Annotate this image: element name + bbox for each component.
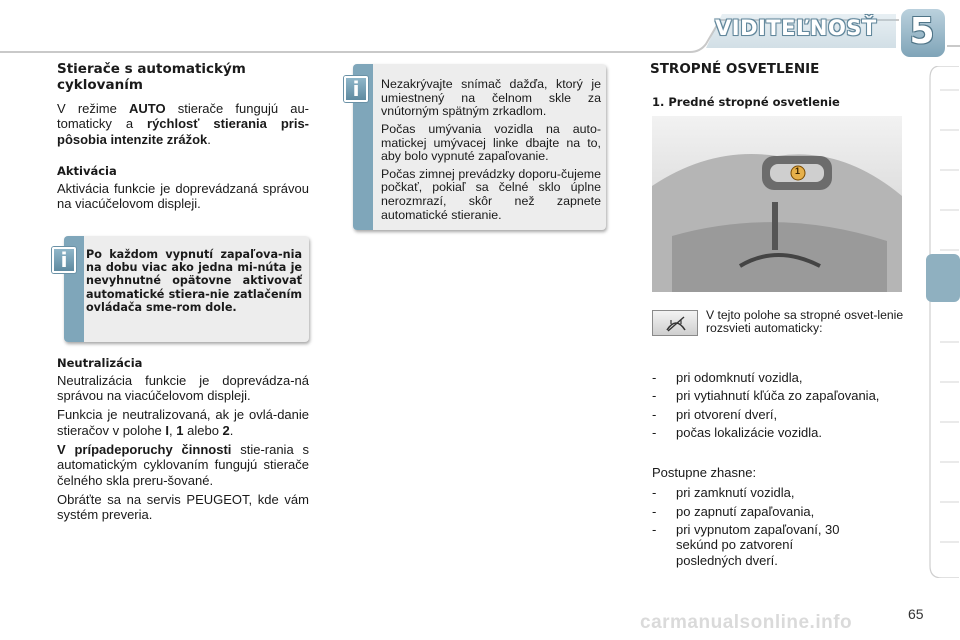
section-title-ceiling-light: STROPNÉ OSVETLENIE: [650, 61, 820, 77]
chapter-tabs: [926, 66, 960, 578]
list-item: - počas lokalizácie vozidla.: [652, 424, 822, 440]
service-text: Obráťte sa na servis PEUGEOT, kde vám systém preveria.: [57, 491, 309, 523]
chapter-title: VIDITEĽNOSŤ: [715, 16, 877, 40]
ceiling-light-photo: [652, 116, 902, 292]
info-icon: i: [52, 247, 76, 273]
rain-sensor-text-2: Počas umývania vozidla na auto-matickej umývacej linke dbajte na to, aby bolo vypnuté zapaľovanie.: [381, 121, 601, 164]
activation-text: Aktivácia funkcie je doprevádzaná správou na viacúčelovom displeji.: [57, 180, 309, 211]
switch-description: V tejto polohe sa stropné osvet-lenie rozsvieti automaticky:: [706, 308, 904, 336]
list-item: - po zapnutí zapaľovania,: [652, 503, 815, 519]
ceiling-light-illustration: [652, 116, 902, 292]
subsection-front-light: 1. Predné stropné osvetlenie: [652, 95, 840, 109]
off-list-title: Postupne zhasne:: [652, 465, 757, 480]
left-column-lower: [57, 357, 309, 527]
info-box-rain-sensor: [353, 64, 606, 230]
list-item: - pri vypnutom zapaľovaní, 30 sekúnd po zatvorení posledných dverí.: [652, 521, 840, 568]
info-reactivation-text: Po každom vypnutí zapaľova-nia na dobu viac ako jedna mi-núta je nevyhnutné opätovne aktivovať automatické stiera-nie zatlačením ovládača sme-rom dole.: [86, 248, 302, 314]
activation-heading: Aktivácia: [57, 164, 117, 179]
rain-sensor-text-3: Počas zimnej prevádzky doporu-čujeme počkať, pokiaľ sa čelné sklo úplne nerozmrazí, skôr než zapnete automatické stieranie.: [381, 166, 601, 222]
watermark: carmanualsonline.info: [640, 612, 853, 633]
section-title-wipers: Stierače s automatickým cyklovaním: [57, 61, 246, 93]
info-box-reactivation: [64, 236, 309, 342]
page-header: [0, 0, 960, 60]
light-on-list: [652, 370, 907, 443]
list-item: - pri otvorení dverí,: [652, 406, 778, 422]
ceiling-switch-icon: [652, 310, 698, 336]
neutralization-heading: Neutralizácia: [57, 356, 143, 370]
neutralization-text-2: Funkcia je neutralizovaná, ak je ovlá-danie stieračov v polohe I, 1 alebo 2.: [57, 407, 309, 438]
fault-text: V prípadeporuchy činnosti stie-rania s automatickým cyklovaním fungujú stierače čelného skla preru-šované.: [57, 441, 309, 488]
rain-sensor-text-1: Nezakrývajte snímač dažďa, ktorý je umiestnený na čelnom skle za vnútorným spätným zrkadlom.: [381, 77, 601, 119]
page-number: 65: [908, 606, 924, 622]
list-item: - pri odomknutí vozidla,: [652, 370, 803, 385]
neutralization-text-1: Neutralizácia funkcie je doprevádza-ná správou na viacúčelovom displeji.: [57, 372, 309, 403]
intro-paragraph: V režime AUTO stierače fungujú au-tomaticky a rýchlosť stierania pris-pôsobia intenzite zrážok.: [57, 101, 310, 147]
list-item: - pri vytiahnutí kľúča zo zapaľovania,: [652, 388, 880, 404]
list-item: - pri zamknutí vozidla,: [652, 485, 795, 501]
left-column: [57, 62, 309, 215]
chapter-number: 5: [909, 11, 935, 52]
info-icon: i: [344, 76, 368, 102]
light-off-list: [652, 465, 907, 571]
photo-marker-1: 1: [795, 166, 801, 176]
